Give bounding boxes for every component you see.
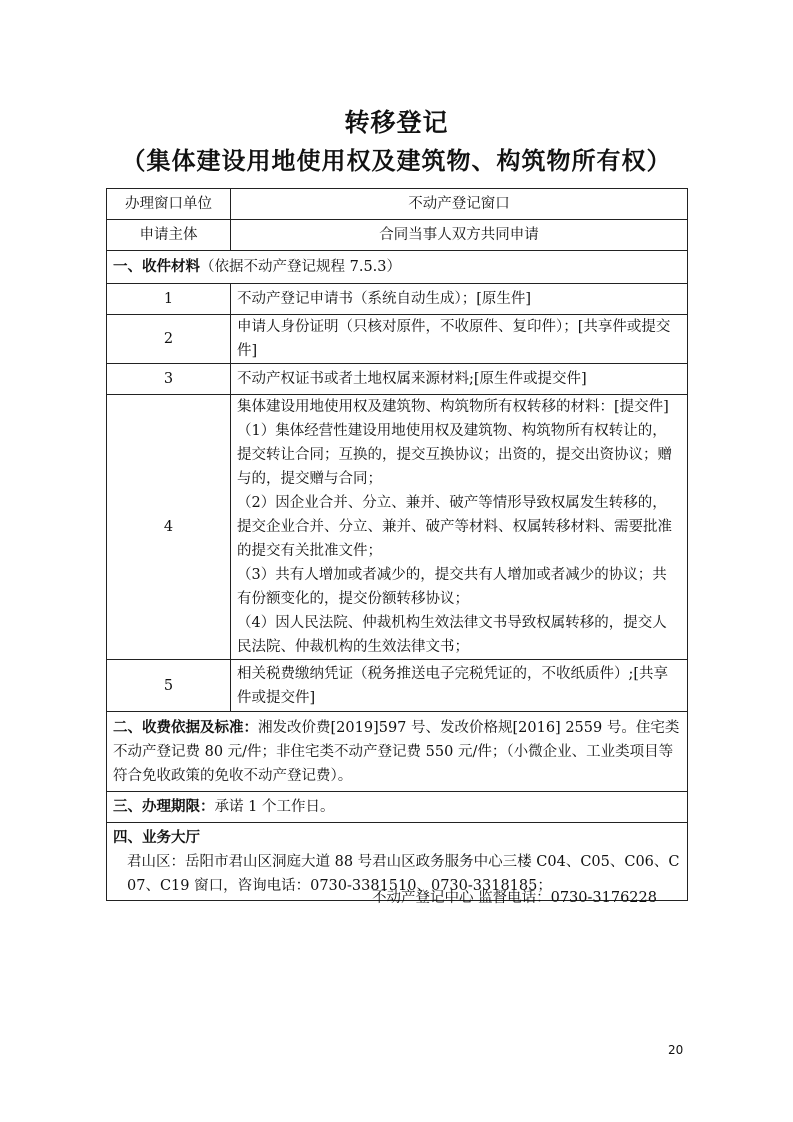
item4-clause-4: （4）因人民法院、仲裁机构生效法律文书导致权属转移的，提交人民法院、仲裁机构的生效法律文书； xyxy=(237,615,667,655)
item4-clause-3: （3）共有人增加或者减少的，提交共有人增加或者减少的协议；共有份额变化的，提交份额转移协议； xyxy=(237,567,667,607)
table-row xyxy=(107,792,688,823)
item-number: 5 xyxy=(107,660,231,712)
applicant-label: 申请主体 xyxy=(107,220,231,251)
section3-heading: 三、办理期限： xyxy=(113,799,215,815)
table-row xyxy=(107,395,688,660)
section4-text: 君山区：岳阳市君山区洞庭大道 88 号君山区政务服务中心三楼 C04、C05、C06、C07、C19 窗口，咨询电话：0730-3381510、0730-3318185； xyxy=(127,853,680,894)
item-number: 4 xyxy=(107,395,231,660)
item4-intro: 集体建设用地使用权及建筑物、构筑物所有权转移的材料：[提交件] xyxy=(237,399,669,415)
table-row xyxy=(107,284,688,315)
section1-heading: 一、收件材料 xyxy=(113,259,200,275)
table-row xyxy=(107,315,688,364)
table-row xyxy=(107,364,688,395)
item-number: 1 xyxy=(107,284,231,315)
item-text: 不动产权证书或者土地权属来源材料;[原生件或提交件] xyxy=(231,364,688,395)
section2-text: 湘发改价费[2019]597 号、发改价格规[2016] 2559 号。住宅类不动产登记费 80 元/件；非住宅类不动产登记费 550 元/件；（小微企业、工业类项目等符合免收政策的免收不动产登记费）。 xyxy=(113,719,680,784)
section4-heading: 四、业务大厅 xyxy=(113,829,200,846)
table-row xyxy=(107,660,688,712)
table-row xyxy=(107,220,688,251)
section2-cell xyxy=(107,712,688,792)
registration-table xyxy=(106,188,688,901)
item-text: 申请人身份证明（只核对原件，不收原件、复印件）；[共享件或提交件] xyxy=(231,315,688,364)
item4-clause-1: （1）集体经营性建设用地使用权及建筑物、构筑物所有权转让的，提交转让合同；互换的，提交互换协议；出资的，提交出资协议；赠与的，提交赠与合同； xyxy=(237,423,672,487)
item4-clause-2: （2）因企业合并、分立、兼并、破产等情形导致权属发生转移的，提交企业合并、分立、兼并、破产等材料、权属转移材料、需要批准的提交有关批准文件； xyxy=(237,495,672,559)
item-text: 相关税费缴纳凭证（税务推送电子完税凭证的，不收纸质件）;[共享件或提交件] xyxy=(231,660,688,712)
window-value: 不动产登记窗口 xyxy=(231,189,688,220)
table-row xyxy=(107,712,688,792)
item-number: 3 xyxy=(107,364,231,395)
table-row xyxy=(107,251,688,284)
footer-contact: 不动产登记中心 监督电话：0730-3176228 xyxy=(372,890,657,906)
applicant-value: 合同当事人双方共同申请 xyxy=(231,220,688,251)
page-subtitle: （集体建设用地使用权及建筑物、构筑物所有权） xyxy=(121,147,672,175)
page-number: 20 xyxy=(668,1043,684,1057)
section2-heading: 二、收费依据及标准： xyxy=(113,719,258,736)
section1-header xyxy=(107,251,688,284)
window-label: 办理窗口单位 xyxy=(107,189,231,220)
section3-text: 承诺 1 个工作日。 xyxy=(214,799,335,815)
item-text: 不动产登记申请书（系统自动生成）；[原生件] xyxy=(231,284,688,315)
item-number: 2 xyxy=(107,315,231,364)
item-text xyxy=(231,395,688,660)
page-title: 转移登记 xyxy=(344,108,449,137)
section3-cell xyxy=(107,792,688,823)
section1-note: （依据不动产登记规程 7.5.3） xyxy=(200,259,402,275)
table-row xyxy=(107,189,688,220)
